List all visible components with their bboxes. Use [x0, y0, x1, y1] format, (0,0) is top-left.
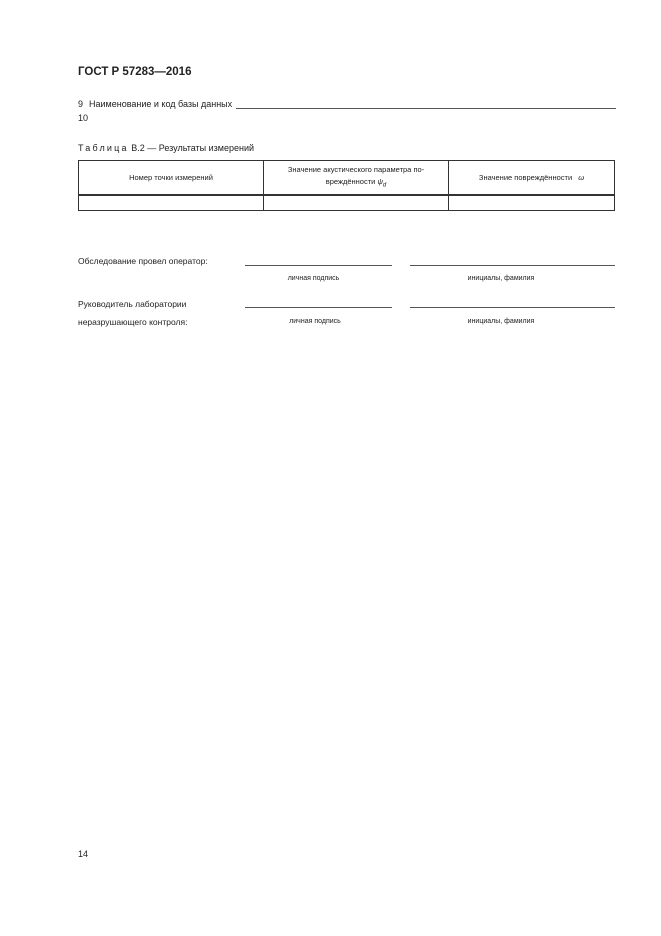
- table-caption-title: В.2 — Результаты измерений: [128, 143, 254, 153]
- item-10-number: 10: [78, 113, 89, 123]
- results-table: [78, 160, 615, 211]
- document-header: ГОСТ Р 57283—2016: [78, 66, 192, 78]
- table-caption: [78, 143, 254, 153]
- operator-label: Обследование провел оператор:: [78, 256, 208, 266]
- lab-head-name-caption: инициалы, фамилия: [467, 318, 535, 325]
- lab-head-signature-line[interactable]: [245, 307, 392, 308]
- lab-head-name-line[interactable]: [410, 307, 615, 308]
- column-header-point: Номер точки измерений: [79, 161, 264, 196]
- form-item-9: [78, 95, 616, 109]
- item-9-label: Наименование и код базы данных: [89, 99, 233, 109]
- item-9-fill-line: [236, 98, 616, 109]
- table-cell-damage[interactable]: [449, 195, 615, 211]
- omega-symbol: ω: [578, 172, 585, 182]
- lab-head-label-line1: Руководитель лаборатории: [78, 299, 187, 309]
- lab-head-label-line2: неразрушающего контроля:: [78, 317, 188, 327]
- table-row: [79, 195, 615, 211]
- psi-subscript: d: [382, 182, 387, 189]
- column-header-damage-text: Значение повреждённости: [478, 172, 573, 182]
- table-cell-point[interactable]: [79, 195, 264, 211]
- item-9-number: 9: [78, 99, 84, 109]
- column-header-damage: [449, 161, 615, 196]
- table-cell-acoustic[interactable]: [264, 195, 449, 211]
- operator-name-caption: инициалы, фамилия: [467, 275, 535, 282]
- column-header-acoustic: [264, 161, 449, 196]
- page-number: 14: [78, 849, 89, 859]
- operator-signature-caption: личная подпись: [287, 275, 340, 282]
- operator-signature-line[interactable]: [245, 265, 392, 266]
- table-caption-word: Таблица: [78, 143, 129, 153]
- psi-symbol: ψ: [377, 176, 383, 186]
- column-header-acoustic-text: Значение акустического параметра по-вреждённости: [287, 164, 425, 186]
- operator-name-line[interactable]: [410, 265, 615, 266]
- lab-head-signature-caption: личная подпись: [289, 318, 341, 325]
